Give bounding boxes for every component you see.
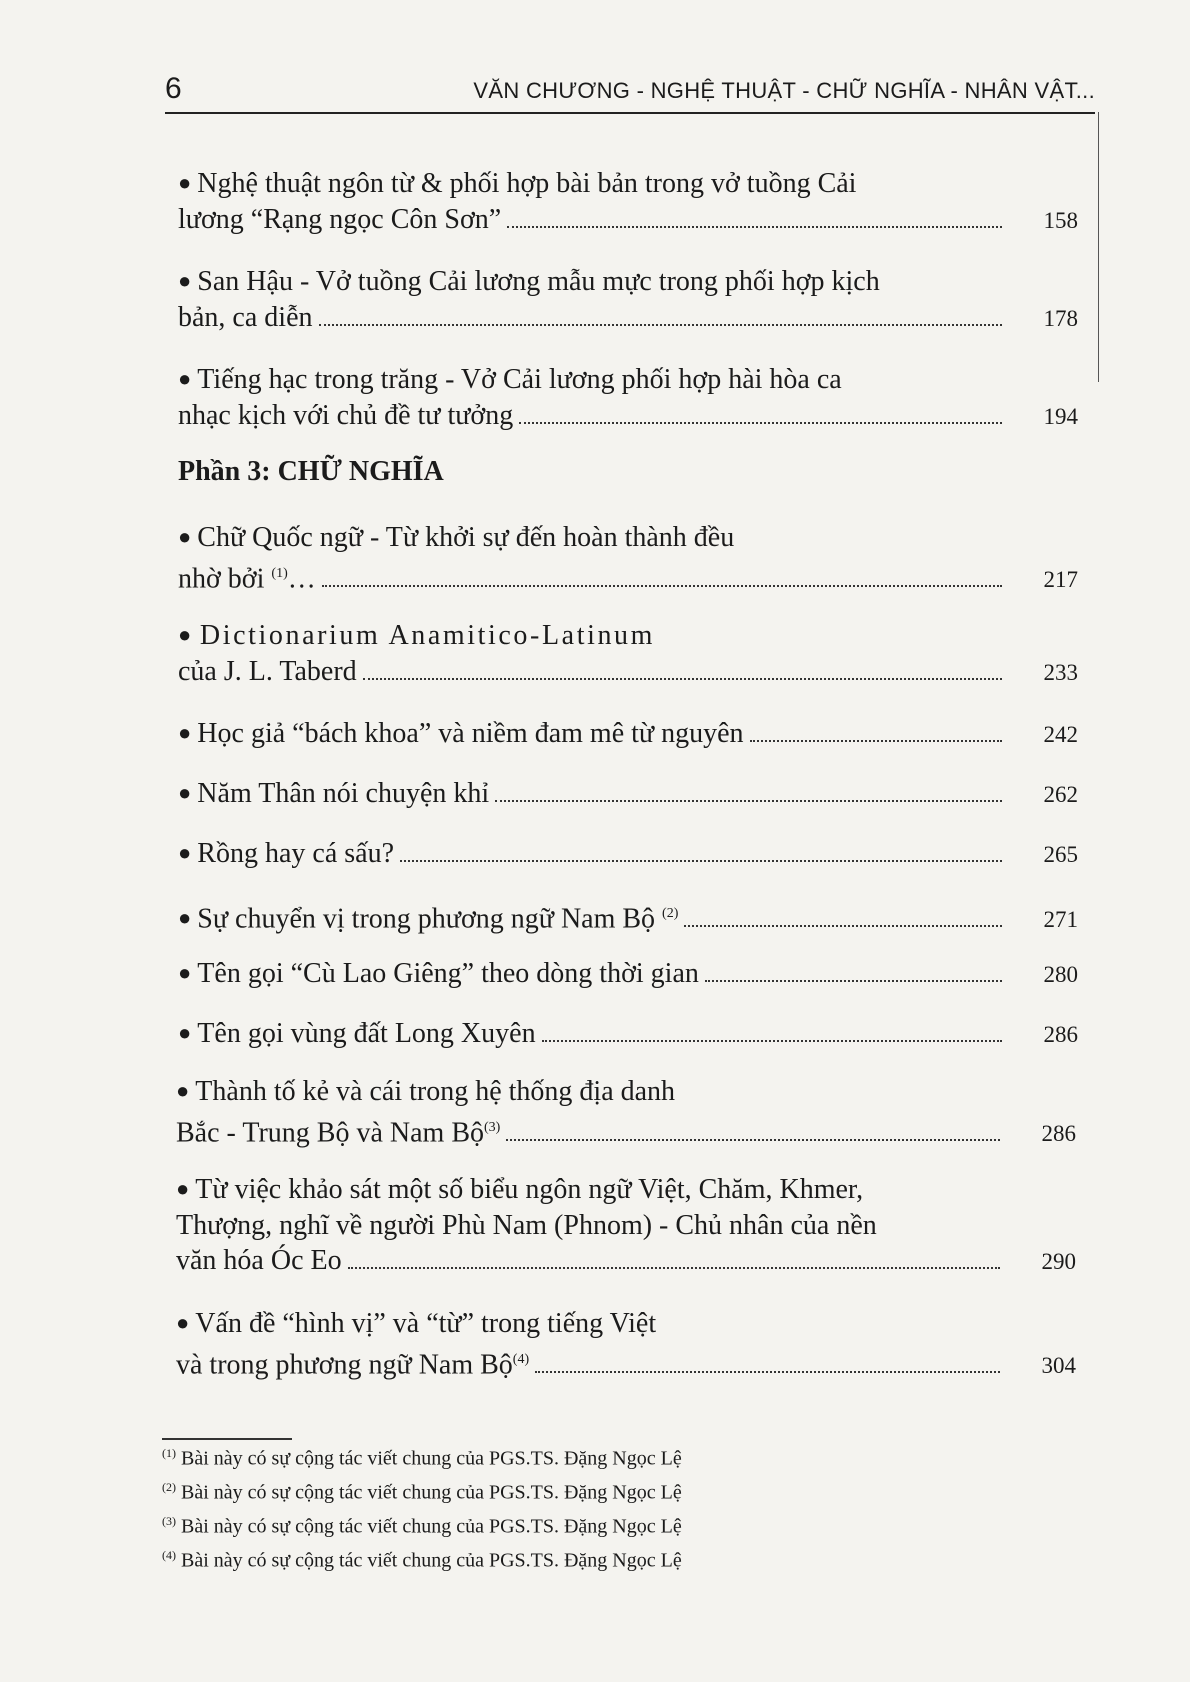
toc-page-number: 271 — [1043, 907, 1078, 933]
bullet-icon: ● — [178, 524, 192, 549]
toc-page-number: 280 — [1043, 962, 1078, 987]
toc-page-number: 286 — [1041, 1121, 1076, 1147]
footnote: $^{(1)}$ Bài này có sự cộng tác viết chung của PGS.TS. Đặng Ngọc Lệ — [162, 1446, 682, 1470]
leader-dots — [400, 859, 1002, 862]
page-number: 6 — [165, 72, 182, 105]
toc-entry[interactable]: ● Thành tố kẻ và cái trong hệ thống địa danh Bắc - Trung Bộ và Nam Bộ$^{(3)}$ 286 — [176, 1074, 1076, 1151]
toc-entry[interactable]: ● Sự chuyển vị trong phương ngữ Nam Bộ $^{(2)}$ 271 — [178, 896, 1078, 937]
leader-dots — [506, 1138, 1000, 1141]
leader-dots — [542, 1039, 1002, 1042]
bullet-icon: ● — [178, 960, 192, 985]
toc-page-number: 262 — [1043, 782, 1078, 807]
footnote-rule — [162, 1438, 292, 1440]
bullet-icon: ● — [178, 840, 192, 865]
toc-page-number: 265 — [1043, 842, 1078, 867]
toc-entry[interactable]: ● Nghệ thuật ngôn từ & phối hợp bài bản trong vở tuồng Cải lương “Rạng ngọc Côn Sơn” 158 — [178, 166, 1078, 238]
leader-dots — [535, 1370, 1000, 1373]
toc-entry[interactable]: ● Tên gọi “Cù Lao Giêng” theo dòng thời gian 280 — [178, 956, 1078, 992]
toc-page-number: 286 — [1043, 1022, 1078, 1047]
bullet-icon: ● — [176, 1310, 190, 1335]
toc-page-number: 158 — [1043, 208, 1078, 233]
leader-dots — [322, 584, 1002, 587]
leader-dots — [750, 739, 1002, 742]
toc-page-number: 304 — [1041, 1353, 1076, 1379]
leader-dots — [684, 924, 1002, 927]
bullet-icon: ● — [178, 780, 192, 805]
bullet-icon: ● — [176, 1176, 190, 1201]
page-header — [165, 68, 1095, 114]
footnote: $^{(4)}$ Bài này có sự cộng tác viết chung của PGS.TS. Đặng Ngọc Lệ — [162, 1548, 682, 1572]
footnote: $^{(2)}$ Bài này có sự cộng tác viết chung của PGS.TS. Đặng Ngọc Lệ — [162, 1480, 682, 1504]
toc-page-number: 233 — [1043, 660, 1078, 685]
toc-entry[interactable]: ● San Hậu - Vở tuồng Cải lương mẫu mực trong phối hợp kịch bản, ca diễn 178 — [178, 264, 1078, 336]
toc-page-number: 242 — [1043, 722, 1078, 747]
toc-entry[interactable]: ● Rồng hay cá sấu? 265 — [178, 836, 1078, 872]
bullet-icon: ● — [178, 905, 192, 931]
section-title: Phần 3: CHỮ NGHĨA — [178, 456, 444, 487]
leader-dots — [363, 677, 1002, 680]
leader-dots — [705, 979, 1002, 982]
toc-entry[interactable]: ● Năm Thân nói chuyện khỉ 262 — [178, 776, 1078, 812]
toc-entry[interactable]: ● Từ việc khảo sát một số biểu ngôn ngữ Việt, Chăm, Khmer, Thượng, nghĩ về người Phù Nam (Phnom) - Chủ nhân của nền văn hóa Óc Eo 290 — [176, 1172, 1076, 1279]
toc-page-number: 178 — [1043, 306, 1078, 331]
toc-entry[interactable]: ● Vấn đề “hình vị” và “từ” trong tiếng Việt và trong phương ngữ Nam Bộ$^{(4)}$ 304 — [176, 1306, 1076, 1383]
bullet-icon: ● — [178, 366, 192, 391]
margin-rule — [1098, 112, 1099, 382]
bullet-icon: ● — [178, 268, 192, 293]
toc-entry[interactable]: ● Học giả “bách khoa” và niềm đam mê từ nguyên 242 — [178, 716, 1078, 752]
bullet-icon: ● — [178, 170, 192, 195]
bullet-icon: ● — [178, 622, 194, 647]
footnote: $^{(3)}$ Bài này có sự cộng tác viết chung của PGS.TS. Đặng Ngọc Lệ — [162, 1514, 682, 1538]
toc-entry[interactable]: ● Tên gọi vùng đất Long Xuyên 286 — [178, 1016, 1078, 1052]
bullet-icon: ● — [178, 1020, 192, 1045]
toc-page-number: 217 — [1043, 567, 1078, 593]
toc-entry[interactable]: ● Dictionarium Anamitico-Latinum của J. L. Taberd 233 — [178, 618, 1078, 690]
bullet-icon: ● — [178, 720, 192, 745]
leader-dots — [495, 799, 1002, 802]
running-title: VĂN CHƯƠNG - NGHỆ THUẬT - CHỮ NGHĨA - NHÂN VẬT... — [473, 78, 1095, 103]
toc-page-number: 194 — [1043, 404, 1078, 429]
toc-entry[interactable]: ● Chữ Quốc ngữ - Từ khởi sự đến hoàn thành đều nhờ bởi $^{(1)}$… 217 — [178, 520, 1078, 597]
leader-dots — [507, 225, 1002, 228]
bullet-icon: ● — [176, 1078, 190, 1103]
leader-dots — [348, 1266, 1000, 1269]
leader-dots — [319, 323, 1003, 326]
toc-page-number: 290 — [1041, 1249, 1076, 1274]
toc-entry[interactable]: ● Tiếng hạc trong trăng - Vở Cải lương phối hợp hài hòa ca nhạc kịch với chủ đề tư tưởng 194 — [178, 362, 1078, 434]
leader-dots — [519, 421, 1002, 424]
